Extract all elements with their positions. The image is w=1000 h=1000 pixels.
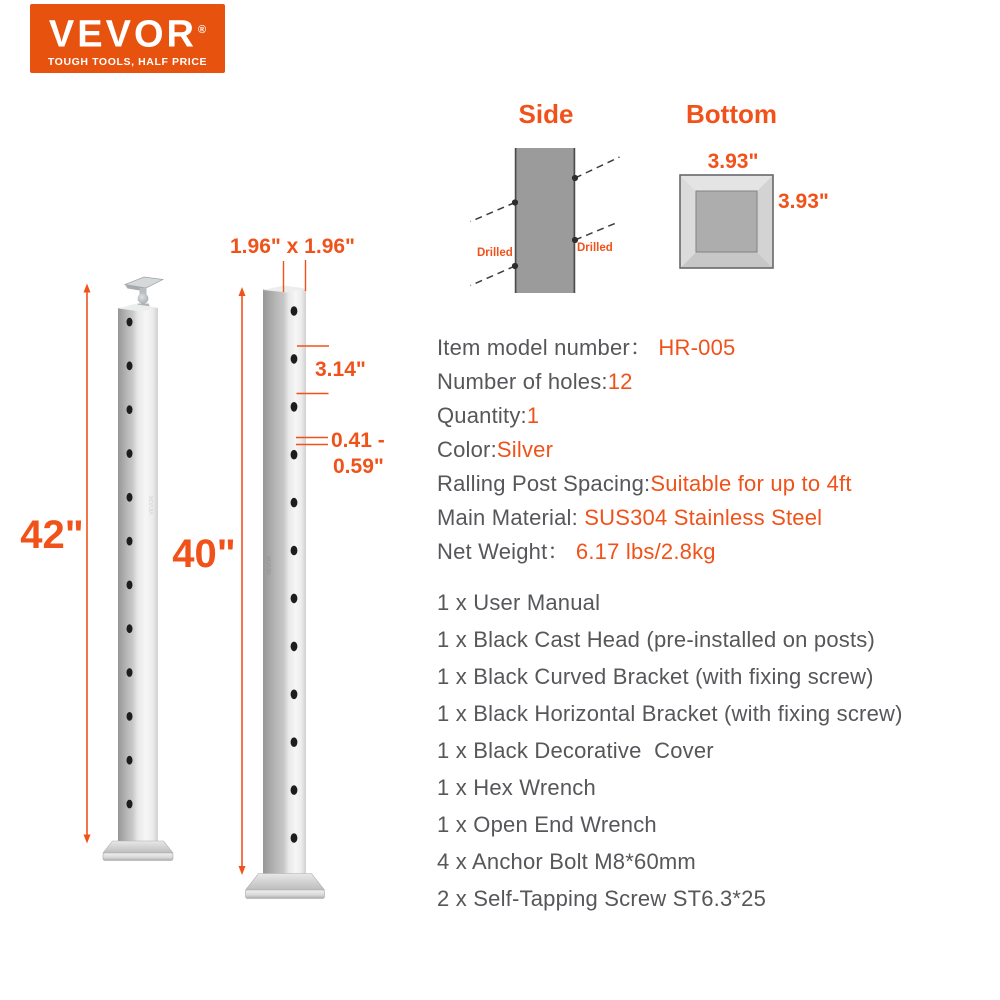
bottom-diagram-title: Bottom <box>686 99 777 129</box>
spec-row-color: Color:Silver <box>437 437 554 462</box>
hole <box>291 690 298 700</box>
hole-diameter-label-line1: 0.41 - <box>331 429 385 452</box>
hole <box>127 624 133 633</box>
package-item: 1 x Black Cast Head (pre-installed on posts) <box>437 627 875 652</box>
bottom-inner-square <box>696 191 757 252</box>
hole <box>127 405 133 414</box>
dimension-line-40 <box>239 287 246 875</box>
left-height-label: 42" <box>20 513 84 557</box>
left-post <box>103 277 173 861</box>
registered-mark-icon: ® <box>197 24 207 36</box>
brand-name: VEVOR® <box>48 13 207 56</box>
hole <box>291 306 298 316</box>
package-item: 1 x Black Horizontal Bracket (with fixing screw) <box>437 701 903 726</box>
spec-row-quantity: Quantity:1 <box>437 403 540 428</box>
package-contents-list <box>437 584 903 917</box>
package-item: 4 x Anchor Bolt M8*60mm <box>437 849 696 874</box>
drilled-label-left: Drilled <box>477 247 513 259</box>
brand-tagline: TOUGH TOOLS, HALF PRICE <box>47 55 208 68</box>
bottom-diagram <box>680 175 773 268</box>
package-item: 1 x Open End Wrench <box>437 812 657 837</box>
hole <box>291 785 298 795</box>
side-diagram-title: Side <box>518 99 574 129</box>
spec-row-model: Item model number： HR-005 <box>437 335 736 360</box>
hole <box>291 450 298 460</box>
spec-row-spacing: Ralling Post Spacing:Suitable for up to 4ft <box>437 471 852 496</box>
hole <box>127 493 133 502</box>
spec-row-material: Main Material: SUS304 Stainless Steel <box>437 505 823 530</box>
hole <box>291 402 298 412</box>
hole <box>127 581 133 590</box>
hole <box>127 449 133 458</box>
right-height-label: 40" <box>172 532 236 576</box>
package-item: 1 x Hex Wrench <box>437 775 596 800</box>
post-front-face <box>132 308 159 842</box>
hole <box>291 833 298 843</box>
package-item: 2 x Self-Tapping Screw ST6.3*25 <box>437 886 767 911</box>
package-item: 1 x Black Curved Bracket (with fixing screw) <box>437 664 874 689</box>
side-post-section <box>515 148 575 293</box>
hole <box>291 498 298 508</box>
post-etching: VEVOR <box>149 495 155 515</box>
right-post-base <box>246 874 325 899</box>
hole <box>127 668 133 677</box>
hole <box>291 594 298 604</box>
hole <box>127 537 133 546</box>
spec-list <box>437 331 852 569</box>
right-post <box>246 286 325 899</box>
hole <box>291 354 298 364</box>
spec-row-holes: Number of holes:12 <box>437 369 633 394</box>
bottom-height-label: 3.93" <box>778 190 829 213</box>
hole <box>127 756 133 765</box>
hole <box>127 318 133 327</box>
hole <box>127 800 133 809</box>
hole <box>291 737 298 747</box>
vevor-logo <box>30 4 225 73</box>
cross-section-label: 1.96" x 1.96" <box>230 235 356 258</box>
hole <box>291 642 298 652</box>
hole <box>291 546 298 556</box>
hole <box>127 361 133 370</box>
package-item: 1 x User Manual <box>437 590 601 615</box>
dimension-line-42 <box>84 284 91 844</box>
side-diagram <box>471 148 620 293</box>
hole-diameter-label-line2: 0.59" <box>333 455 384 478</box>
post-etching: VEVOR <box>267 555 273 575</box>
drilled-label-right: Drilled <box>577 242 613 254</box>
package-item: 1 x Black Decorative Cover <box>437 738 714 763</box>
hole-spacing-label: 3.14" <box>315 358 366 381</box>
left-post-base <box>103 841 173 861</box>
spec-row-weight: Net Weight： 6.17 lbs/2.8kg <box>437 539 716 564</box>
post-side-face <box>263 290 283 875</box>
hole <box>127 712 133 721</box>
cast-head <box>125 277 163 309</box>
bottom-width-label: 3.93" <box>707 150 759 173</box>
